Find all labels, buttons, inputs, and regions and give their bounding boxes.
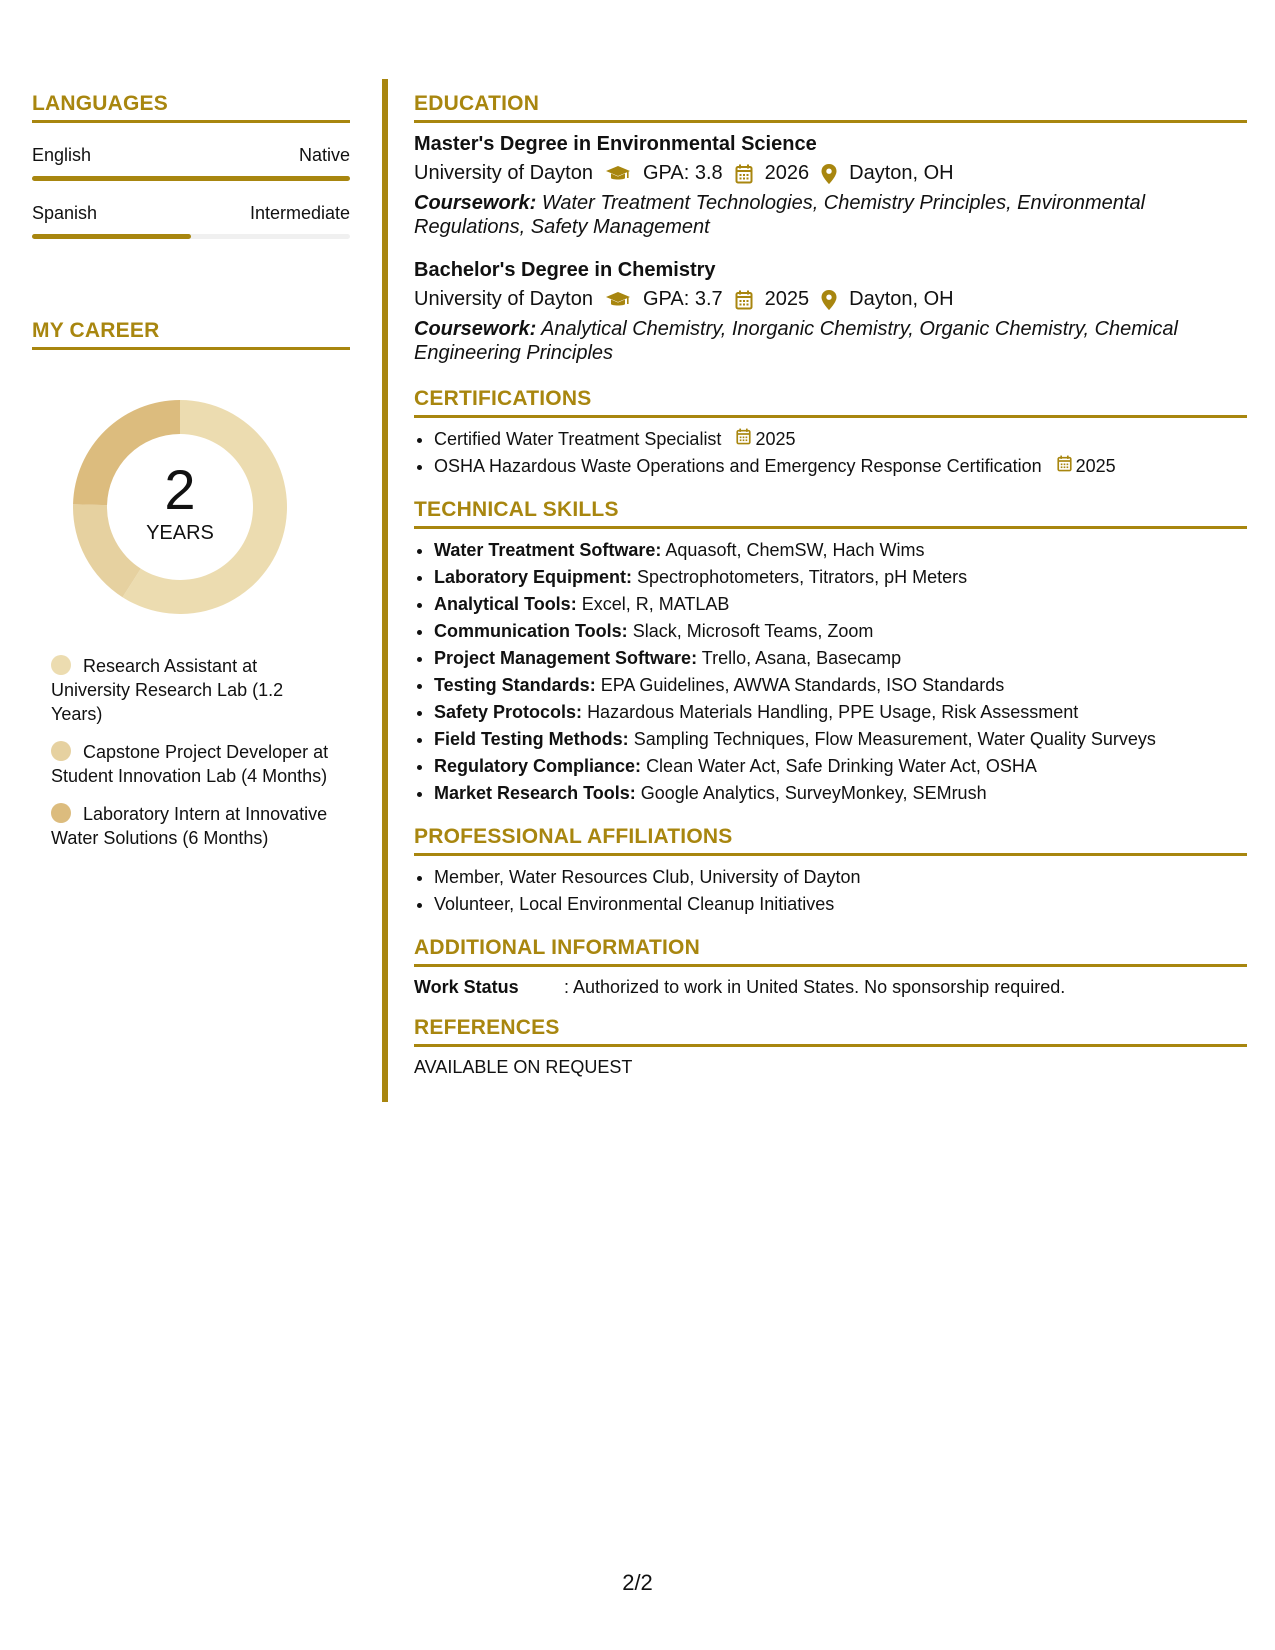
references-text: AVAILABLE ON REQUEST	[414, 1057, 633, 1077]
location-pin-icon	[821, 290, 837, 310]
references-section	[414, 1016, 1247, 1078]
graduation-cap-icon	[605, 291, 631, 309]
additional-title: ADDITIONAL INFORMATION	[414, 936, 1247, 967]
school-name: University of Dayton	[414, 288, 593, 310]
skill-value: Clean Water Act, Safe Drinking Water Act, OSHA	[646, 756, 1037, 776]
skill-item	[434, 618, 1247, 645]
skill-item	[434, 699, 1247, 726]
affiliations-title: PROFESSIONAL AFFILIATIONS	[414, 825, 1247, 856]
education-item	[414, 259, 1247, 365]
legend-dot	[51, 655, 71, 675]
skill-item	[434, 537, 1247, 564]
skill-label: Safety Protocols:	[434, 702, 583, 722]
coursework	[414, 191, 1247, 239]
legend-label: Capstone Project Developer at Student Innovation Lab (4 Months)	[51, 742, 329, 786]
right-column	[414, 92, 1247, 1092]
career-legend	[51, 654, 331, 850]
language-level: Intermediate	[249, 203, 350, 223]
additional-section	[414, 936, 1247, 998]
legend-item	[51, 740, 331, 788]
language-bar	[32, 176, 350, 181]
skill-item	[434, 591, 1247, 618]
legend-dot	[51, 803, 71, 823]
skill-value: Trello, Asana, Basecamp	[701, 648, 902, 668]
graduation-year: 2026	[764, 162, 810, 184]
skill-label: Project Management Software:	[434, 648, 698, 668]
calendar-icon	[736, 426, 755, 453]
coursework-label: Coursework:	[414, 192, 537, 214]
certifications-section	[414, 387, 1247, 480]
certification-year: 2025	[1075, 456, 1116, 476]
language-name: Spanish	[32, 203, 98, 223]
language-level: Native	[298, 145, 350, 165]
education-title: EDUCATION	[414, 92, 1247, 123]
calendar-icon	[735, 164, 753, 184]
affiliations-list	[414, 864, 1247, 918]
skill-value: Spectrophotometers, Titrators, pH Meters	[637, 567, 968, 587]
coursework-list: Analytical Chemistry, Inorganic Chemistry, Organic Chemistry, Chemical Engineering Principles	[414, 318, 1178, 364]
skills-list	[414, 537, 1247, 807]
skill-label: Analytical Tools:	[434, 594, 577, 614]
gpa: GPA: 3.7	[642, 288, 723, 310]
calendar-icon	[1057, 453, 1076, 480]
skill-label: Communication Tools:	[434, 621, 628, 641]
degree-title: Master's Degree in Environmental Science	[414, 133, 817, 155]
career-total-unit: YEARS	[146, 521, 214, 544]
skill-item	[434, 753, 1247, 780]
skill-value: EPA Guidelines, AWWA Standards, ISO Standards	[600, 675, 1005, 695]
column-divider	[382, 79, 388, 1102]
coursework-list: Water Treatment Technologies, Chemistry Principles, Environmental Regulations, Safety Management	[414, 192, 1146, 238]
career-title: MY CAREER	[32, 319, 350, 350]
skills-section	[414, 498, 1247, 807]
skill-label: Market Research Tools:	[434, 783, 636, 803]
career-total-value: 2	[164, 457, 196, 521]
career-donut-chart	[65, 392, 295, 622]
page-number: 2/2	[622, 1570, 653, 1595]
skill-label: Laboratory Equipment:	[434, 567, 633, 587]
work-status-row	[414, 977, 1247, 998]
skills-title: TECHNICAL SKILLS	[414, 498, 1247, 529]
skill-label: Testing Standards:	[434, 675, 596, 695]
certifications-title: CERTIFICATIONS	[414, 387, 1247, 418]
legend-label: Laboratory Intern at Innovative Water Solutions (6 Months)	[51, 804, 328, 848]
work-status-label: Work Status	[414, 977, 519, 997]
language-bar-fill	[32, 176, 350, 181]
legend-label: Research Assistant at University Research Lab (1.2 Years)	[51, 656, 284, 724]
affiliation-item: • Volunteer, Local Environmental Cleanup Initiatives	[434, 891, 1247, 918]
school-name: University of Dayton	[414, 162, 593, 184]
location: Dayton, OH	[849, 288, 954, 310]
affiliations-section	[414, 825, 1247, 918]
language-name: English	[32, 145, 92, 165]
language-bar	[32, 234, 350, 239]
certification-year: 2025	[755, 429, 796, 449]
skill-value: Slack, Microsoft Teams, Zoom	[632, 621, 874, 641]
education-section	[414, 92, 1247, 365]
legend-item	[51, 802, 331, 850]
graduation-cap-icon	[605, 165, 631, 183]
certification-name: Certified Water Treatment Specialist	[434, 429, 722, 449]
left-column	[32, 92, 350, 864]
references-title: REFERENCES	[414, 1016, 1247, 1047]
skill-label: Field Testing Methods:	[434, 729, 629, 749]
coursework	[414, 317, 1247, 365]
skill-label: Water Treatment Software:	[434, 540, 662, 560]
gpa: GPA: 3.8	[642, 162, 723, 184]
education-item	[414, 133, 1247, 239]
skill-label: Regulatory Compliance:	[434, 756, 642, 776]
location: Dayton, OH	[849, 162, 954, 184]
skill-item	[434, 726, 1247, 753]
language-item	[32, 203, 350, 239]
language-item	[32, 145, 350, 181]
language-bar-fill	[32, 234, 191, 239]
calendar-icon	[735, 290, 753, 310]
skill-value: Google Analytics, SurveyMonkey, SEMrush	[640, 783, 987, 803]
skill-item	[434, 672, 1247, 699]
work-status-value: : Authorized to work in United States. No sponsorship required.	[564, 977, 1066, 997]
location-pin-icon	[821, 164, 837, 184]
skill-value: Excel, R, MATLAB	[581, 594, 730, 614]
languages-title: LANGUAGES	[32, 92, 350, 123]
degree-title: Bachelor's Degree in Chemistry	[414, 259, 716, 281]
coursework-label: Coursework:	[414, 318, 537, 340]
skill-value: Hazardous Materials Handling, PPE Usage, Risk Assessment	[587, 702, 1079, 722]
legend-item	[51, 654, 331, 726]
affiliation-item: • Member, Water Resources Club, University of Dayton	[434, 864, 1247, 891]
skill-item	[434, 780, 1247, 807]
legend-dot	[51, 741, 71, 761]
certifications-list	[414, 426, 1247, 480]
skill-value: Aquasoft, ChemSW, Hach Wims	[665, 540, 925, 560]
certification-item	[434, 453, 1247, 480]
skill-value: Sampling Techniques, Flow Measurement, Water Quality Surveys	[633, 729, 1156, 749]
certification-item	[434, 426, 1247, 453]
certification-name: OSHA Hazardous Waste Operations and Emergency Response Certification	[434, 456, 1042, 476]
graduation-year: 2025	[764, 288, 810, 310]
skill-item	[434, 645, 1247, 672]
skill-item	[434, 564, 1247, 591]
